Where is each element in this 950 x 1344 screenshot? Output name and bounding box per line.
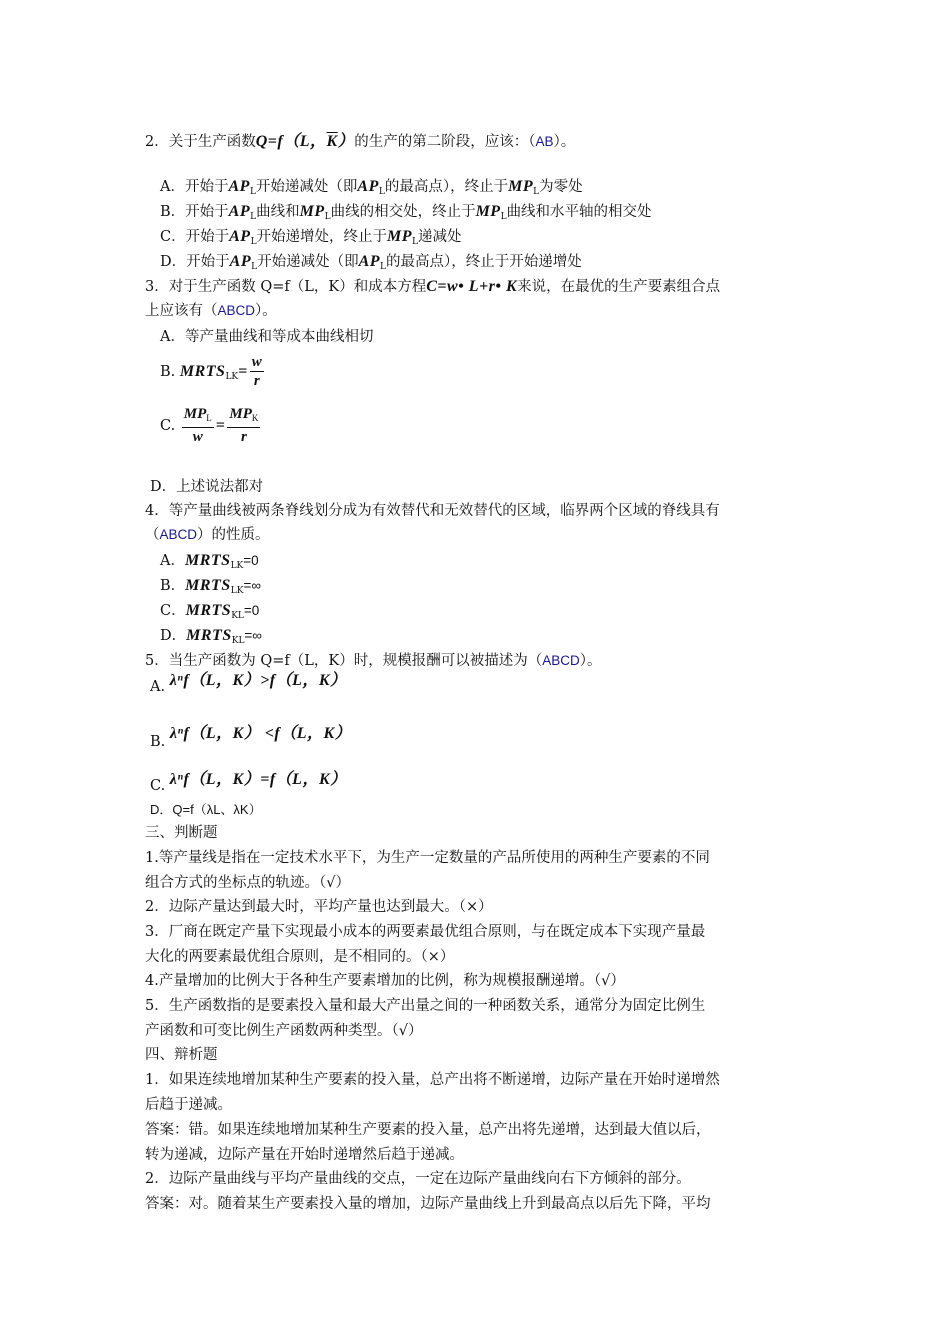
q4-option-d: D．$MRTS_{KL}=\infty$ — [160, 627, 262, 646]
answer-key: AB — [535, 134, 554, 149]
s3-q3-line1: 3．厂商在既定产量下实现最小成本的两要素最优组合原则，与在既定成本下实现产量最 — [145, 924, 706, 940]
s4-a1-line2: 转为递减，边际产量在开始时递增然后趋于递减。 — [145, 1147, 464, 1163]
mrts-formula: MRTS — [179, 363, 226, 380]
answer-key: ABCD — [159, 527, 198, 542]
q3-option-a: A．等产量曲线和等成本曲线相切 — [160, 329, 374, 345]
s4-q2: 2．边际产量曲线与平均产量曲线的交点，一定在边际产量曲线向右下方倾斜的部分。 — [145, 1171, 691, 1187]
fraction-mpl-over-w: $\frac{MP_L}{w}$ — [183, 406, 212, 445]
s4-q1-line1: 1．如果连续地增加某种生产要素的投入量，总产出将不断递增，边际产量在开始时递增然 — [145, 1072, 720, 1088]
q5-stem: 5．当生产函数为 Q=f（L，K）时，规模报酬可以被描述为（ABCD）。 — [145, 653, 602, 669]
q3-stem-line2: 上应该有（ABCD）。 — [145, 303, 277, 319]
s3-q1-line2: 组合方式的坐标点的轨迹。（√） — [145, 875, 350, 891]
section4-title: 四、辩析题 — [145, 1047, 218, 1063]
q4-stem-line1: 4．等产量曲线被两条脊线划分成为有效替代和无效替代的区域，临界两个区域的脊线具有 — [145, 503, 720, 519]
q4-stem-line2: （ABCD）的性质。 — [145, 527, 270, 543]
q4-option-a: A．$MRTS_{LK}=0$ — [160, 552, 259, 571]
s4-a1-line1: 答案：错。如果连续地增加某种生产要素的投入量，总产出将先递增，达到最大值以后， — [145, 1122, 711, 1138]
s3-q5-line2: 产函数和可变比例生产函数两种类型。（√） — [145, 1023, 423, 1039]
q2-option-d: D．开始于$AP_L$开始递减处（即$AP_L$的最高点），终止于开始递增处 — [160, 253, 582, 272]
q5-option-b: B. λⁿf（L，K） <f（L，K） — [150, 725, 352, 750]
section3-title: 三、判断题 — [145, 825, 218, 841]
q5-option-c: C. λⁿf（L，K）=f（L，K） — [150, 771, 347, 794]
q2-option-c: C．开始于$AP_L$开始递增处，终止于$MP_L$递减处 — [160, 228, 462, 247]
fraction-w-over-r: $\frac{w}{r}$ — [251, 354, 262, 389]
s4-a2-line1: 答案：对。随着某生产要素投入量的增加，边际产量曲线上升到最高点以后先下降，平均 — [145, 1196, 711, 1212]
q3-option-c: C. $\frac{MP_L}{w}$ = $\frac{MP_K}{r}$ — [160, 406, 259, 445]
q2-option-a: A．开始于$AP_L$开始递减处（即$AP_L$的最高点），终止于$MP_L$为零处 — [160, 178, 583, 197]
s4-q1-line2: 后趋于递减。 — [145, 1097, 232, 1113]
q2-option-b: B．开始于$AP_L$曲线和$MP_L$曲线的相交处，终止于$MP_L$曲线和水平轴的相交处 — [160, 203, 652, 222]
s3-q2: 2．边际产量达到最大时，平均产量也达到最大。（×） — [145, 899, 493, 915]
s3-q5-line1: 5．生产函数指的是要素投入量和最大产出量之间的一种函数关系，通常分为固定比例生 — [145, 998, 706, 1014]
s3-q3-line2: 大化的两要素最优组合原则，是不相同的。（×） — [145, 949, 455, 965]
answer-key: ABCD — [542, 653, 580, 668]
q2-stem: 2．关于生产函数Q=f（L，$\overline{K}$）的生产的第二阶段，应该：（AB）。 — [145, 133, 576, 150]
fraction-mpk-over-r: $\frac{MP_K}{r}$ — [229, 406, 259, 445]
q3-option-b: B. $MRTS_{LK}=$ $\frac{w}{r}$ — [160, 354, 262, 389]
q3-stem-line1: 3．对于生产函数 Q=f（L，K）和成本方程C=w• L+r• K来说，在最优的生产要素组合点 — [145, 278, 721, 295]
answer-key: ABCD — [217, 303, 256, 318]
q3-option-d: D．上述说法都对 — [150, 479, 264, 495]
q5-option-a: A. λⁿf（L，K）>f（L，K） — [150, 672, 347, 695]
q5-option-d: D．Q=f（λL、λK） — [150, 802, 262, 817]
q4-option-c: C．$MRTS_{KL}=0$ — [160, 602, 260, 621]
q4-option-b: B．$MRTS_{LK}=\infty$ — [160, 577, 261, 596]
s3-q4: 4.产量增加的比例大于各种生产要素增加的比例，称为规模报酬递增。（√） — [145, 973, 625, 989]
s3-q1-line1: 1.等产量线是指在一定技术水平下，为生产一定数量的产品所使用的两种生产要素的不同 — [145, 850, 710, 866]
